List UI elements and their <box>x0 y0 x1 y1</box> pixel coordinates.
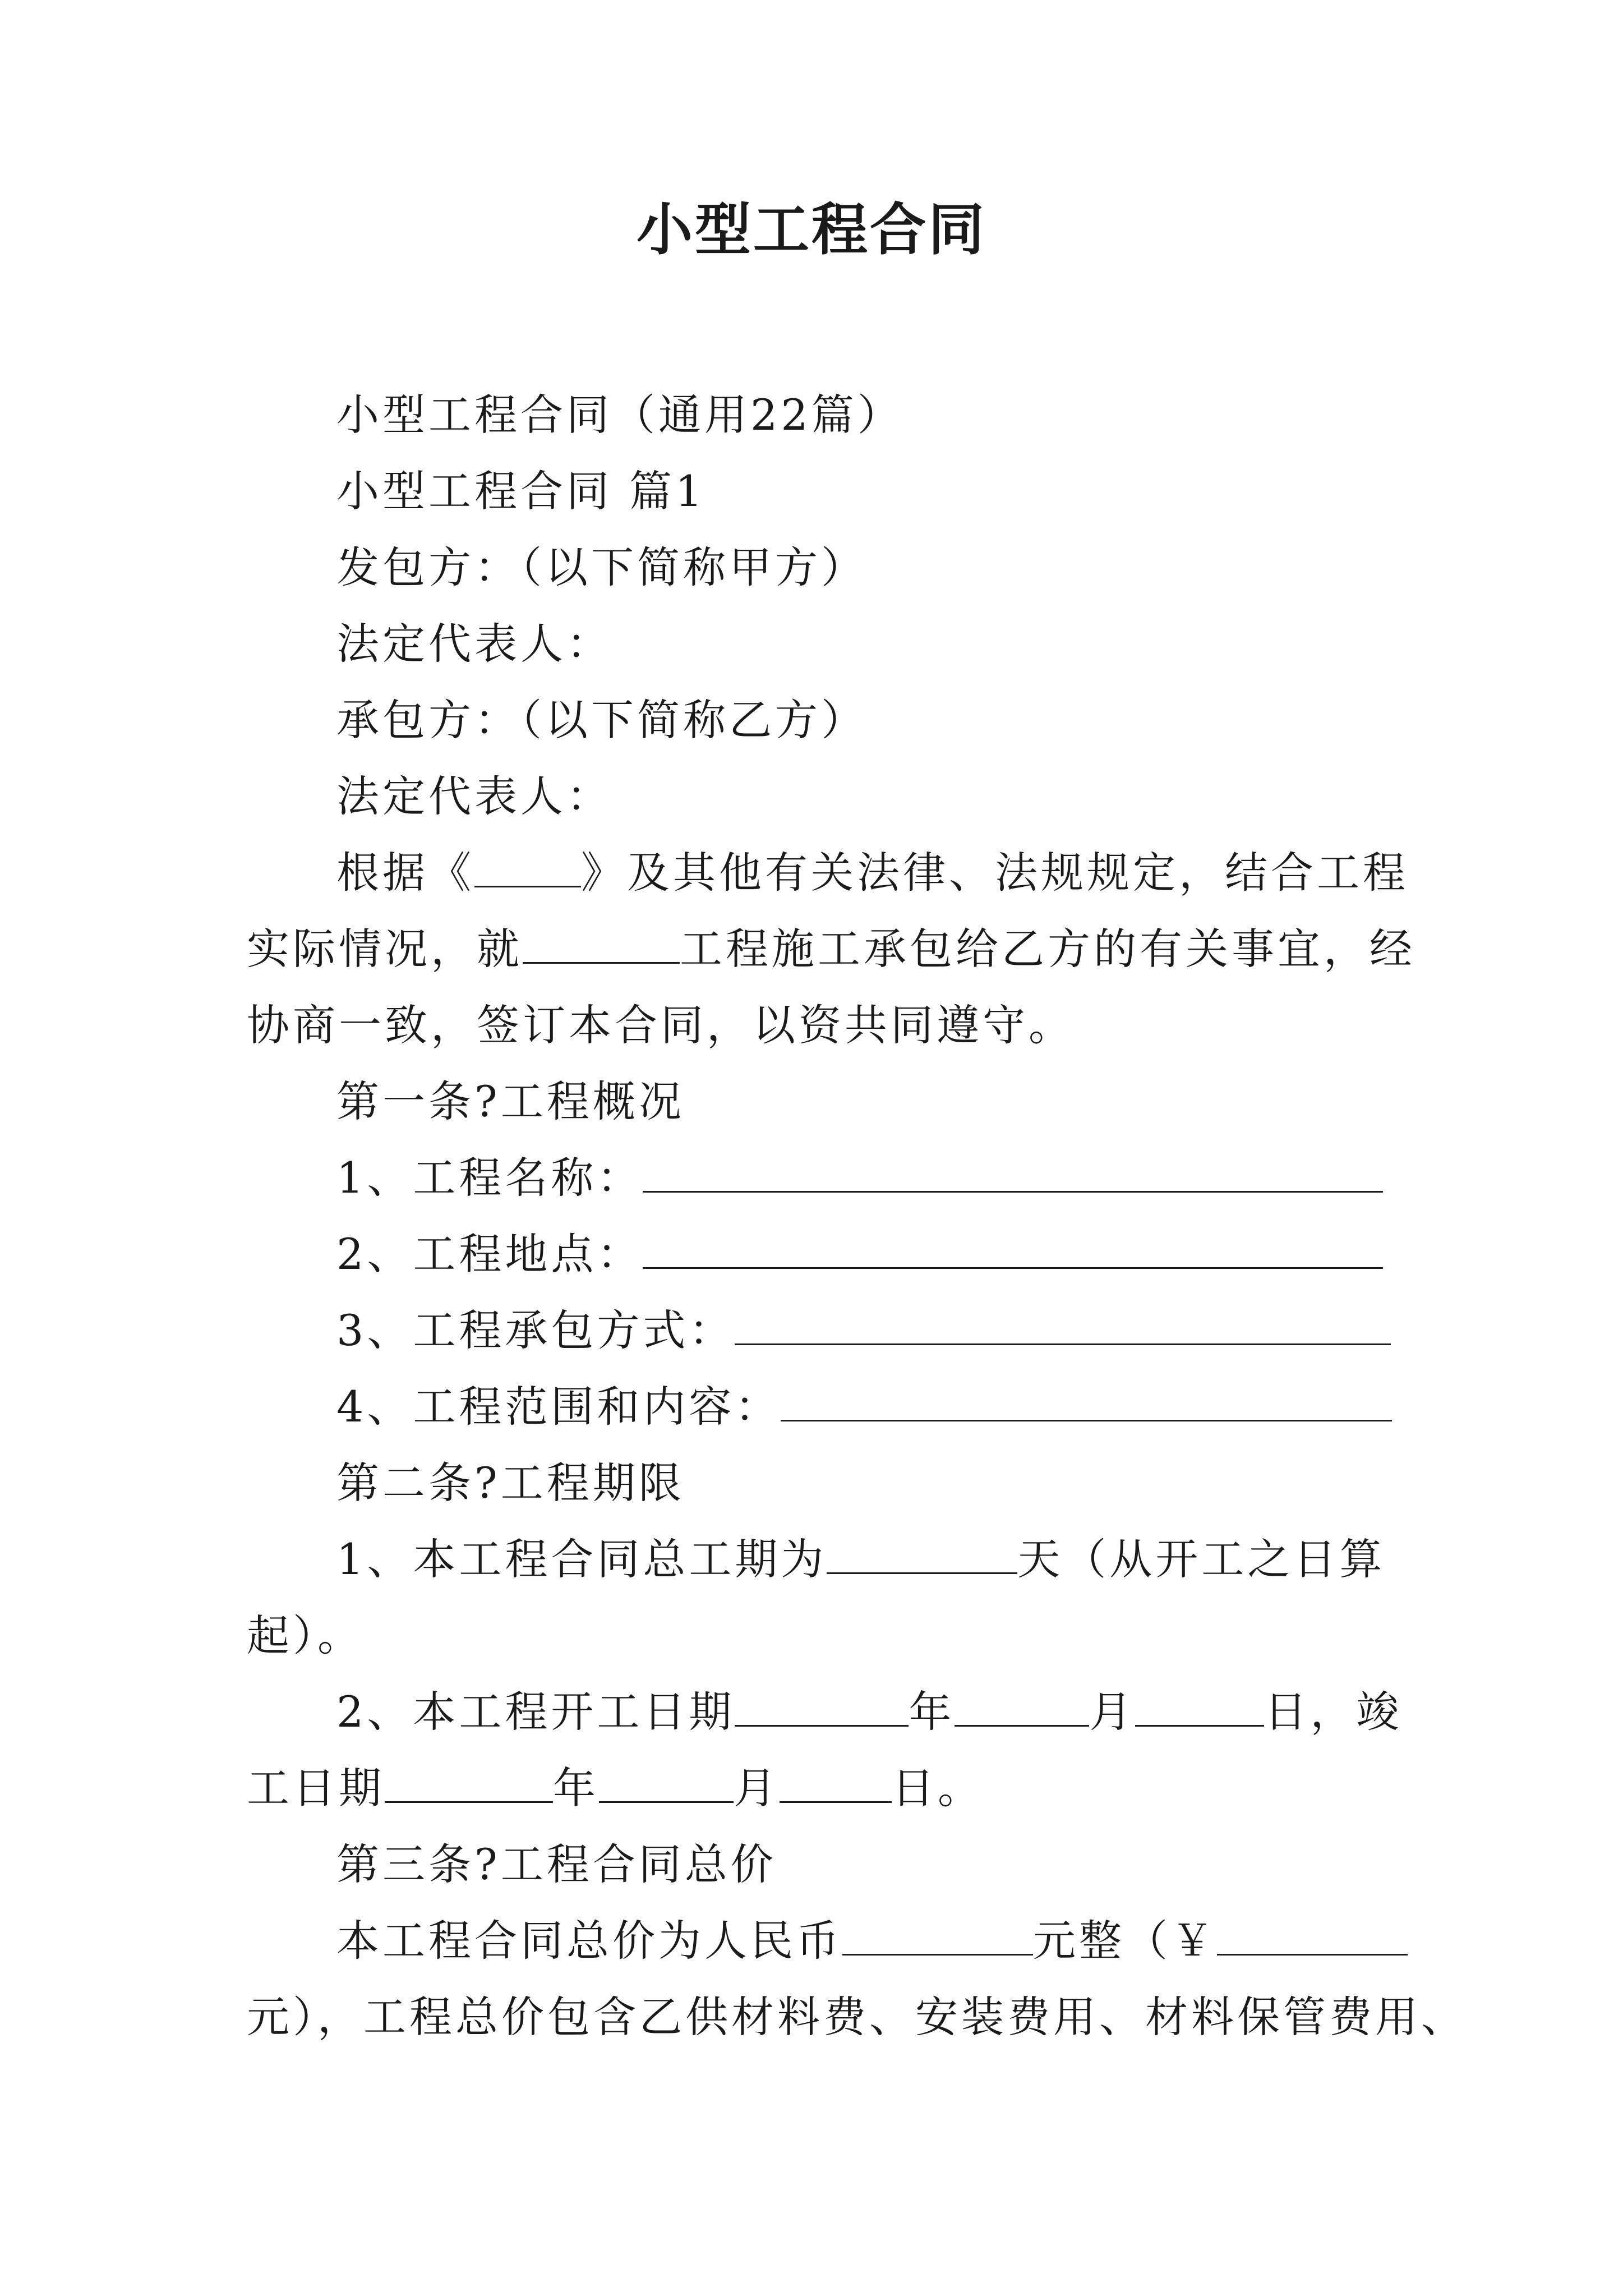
page-title: 小型工程合同 <box>637 197 986 263</box>
field-label: 4、工程范围和内容： <box>336 1382 781 1432</box>
text-run: 元整（￥ <box>1033 1916 1217 1966</box>
start-year-blank <box>735 1688 909 1727</box>
text-run: 天（从开工之日算 <box>1017 1534 1386 1584</box>
end-day-blank <box>780 1764 892 1803</box>
start-day-blank <box>1135 1688 1264 1727</box>
field-line <box>336 1226 1383 1282</box>
project-name-field-blank <box>643 1154 1383 1193</box>
scope-field-blank <box>781 1383 1392 1421</box>
field-label: 1、工程名称： <box>336 1153 643 1203</box>
paragraph-line: 元），工程总价包含乙供材料费、安装费用、材料保管费用、 <box>247 1992 1467 2042</box>
party-a-line: 发包方：（以下简称甲方） <box>336 542 867 592</box>
text-run: 1、本工程合同总工期为 <box>336 1534 827 1584</box>
party-b-line: 承包方：（以下简称乙方） <box>336 695 867 745</box>
text-run: 本工程合同总价为人民币 <box>336 1916 842 1966</box>
text-run: 日。 <box>892 1763 984 1813</box>
paragraph-line: 协商一致，签订本合同，以资共同遵守。 <box>247 1000 1075 1050</box>
paragraph-line <box>336 1684 1402 1740</box>
text-run: 年 <box>909 1687 955 1737</box>
paragraph-line <box>336 1913 1408 1969</box>
law-name-blank <box>474 849 581 887</box>
end-year-blank <box>385 1764 553 1803</box>
party-b-representative-line: 法定代表人： <box>336 771 612 821</box>
contract-section-heading: 小型工程合同 篇1 <box>336 466 706 516</box>
doc-subtitle: 小型工程合同（通用22篇） <box>336 390 903 440</box>
text-run: 》及其他有关法律、法规规定，结合工程 <box>581 848 1409 898</box>
project-location-field-blank <box>643 1230 1383 1269</box>
field-line <box>336 1379 1392 1435</box>
text-run: 实际情况，就 <box>247 924 523 974</box>
text-run: 日，竣 <box>1264 1687 1403 1737</box>
text-run: 工日期 <box>247 1763 385 1813</box>
project-name-blank <box>523 925 680 964</box>
end-month-blank <box>599 1764 734 1803</box>
party-a-representative-line: 法定代表人： <box>336 619 612 669</box>
article-heading: 第三条?工程合同总价 <box>336 1839 777 1889</box>
text-run: 2、本工程开工日期 <box>336 1687 735 1737</box>
paragraph-line <box>336 1531 1385 1588</box>
contract-method-field-blank <box>735 1306 1391 1345</box>
field-label: 3、工程承包方式： <box>336 1305 735 1355</box>
article-heading: 第二条?工程期限 <box>336 1458 685 1508</box>
text-run: 根据《 <box>336 848 474 898</box>
text-run: 月 <box>1089 1687 1136 1737</box>
duration-blank <box>827 1535 1017 1574</box>
field-line <box>336 1303 1391 1359</box>
price-words-blank <box>842 1917 1033 1955</box>
paragraph-line: 起）。 <box>247 1611 363 1660</box>
text-run: 年 <box>553 1763 599 1813</box>
text-run: 月 <box>734 1763 780 1813</box>
field-line <box>336 1150 1383 1206</box>
price-number-blank <box>1217 1917 1408 1955</box>
paragraph-line <box>247 1760 984 1816</box>
field-label: 2、工程地点： <box>336 1229 643 1279</box>
paragraph-line <box>336 845 1409 901</box>
text-run: 工程施工承包给乙方的有关事宜，经 <box>680 924 1415 974</box>
paragraph-line <box>247 921 1415 977</box>
start-month-blank <box>955 1688 1089 1727</box>
article-heading: 第一条?工程概况 <box>336 1076 685 1126</box>
